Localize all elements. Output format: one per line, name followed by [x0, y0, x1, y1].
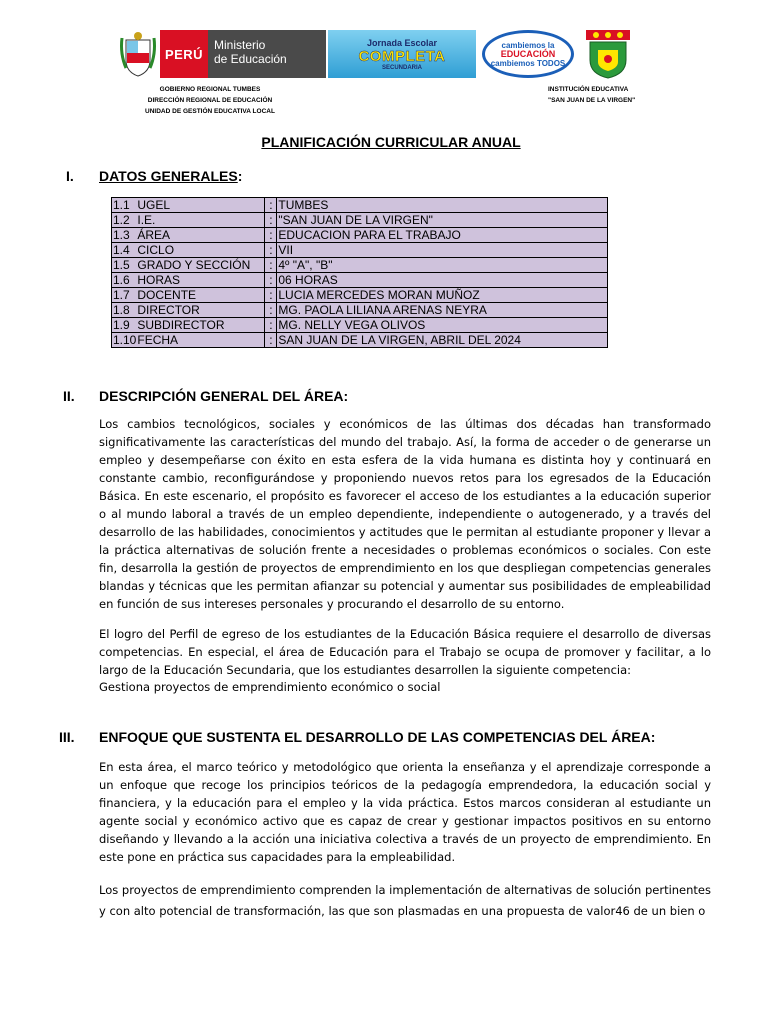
- section3-number: III.: [59, 729, 75, 745]
- row-separator: :: [265, 243, 277, 258]
- row-number: 1.9: [112, 318, 137, 333]
- row-separator: :: [265, 228, 277, 243]
- table-row: [112, 288, 608, 303]
- header-left-institutions: [120, 84, 300, 117]
- row-value: "SAN JUAN DE LA VIRGEN": [277, 213, 608, 228]
- ministry-logo: [160, 30, 326, 78]
- table-row: [112, 318, 608, 333]
- section2-paragraph-1: Los cambios tecnológicos, sociales y económicos de las últimas dos décadas han transformado significativamente las características del mundo del trabajo. Así, la forma de acceder o de generarse un empleo y desempeñarse con éxito en esta esfera de la vida humana es distinta hoy y continuará en constante cambio, reconfigurándose y proponiendo nuevos retos para los egresados de la Educación Básica. En este escenario, el propósito es favorecer el acceso de los estudiantes a la educación superior o al mundo laboral a través de un empleo dependiente, independiente o autogenerado, y a través del desarrollo de las habilidades, conocimientos y actitudes que le permitan al estudiante proponer y llevar a la práctica alternativas de solución frente a necesidades o problemas económicos o sociales. Con este fin, desarrolla la gestión de proyectos de emprendimiento en los que despliegan competencias generales blandas y técnicas que les permitan afianzar su potencial y aumentar sus posibilidades de empleabilidad en función de sus intereses personales y procurando el desarrollo de su entorno.: [99, 417, 711, 611]
- row-value: SAN JUAN DE LA VIRGEN, ABRIL DEL 2024: [277, 333, 608, 348]
- row-number: 1.8: [112, 303, 137, 318]
- section3-paragraph-2: Los proyectos de emprendimiento comprenden la implementación de alternativas de solución pertinentes y con alto potencial de transformación, las que son plasmadas en una propuesta de valor46 de un bien o: [99, 883, 711, 918]
- campaign-line3: cambiemos TODOS: [490, 58, 566, 68]
- ministry-name-line1: Ministerio: [214, 38, 266, 52]
- row-number: 1.7: [112, 288, 137, 303]
- row-label: I.E.: [136, 213, 265, 228]
- jornada-sub-text: SECUNDARIA: [381, 64, 422, 71]
- row-separator: :: [265, 318, 277, 333]
- row-label: FECHA: [136, 333, 265, 348]
- peru-label: PERÚ: [160, 30, 208, 78]
- section3-title: ENFOQUE QUE SUSTENTA EL DESARROLLO DE LAS COMPETENCIAS DEL ÁREA:: [99, 729, 656, 745]
- row-value: 06 HORAS: [277, 273, 608, 288]
- header-left-line: GOBIERNO REGIONAL TUMBES: [159, 86, 261, 93]
- section1-title: DATOS GENERALES: [99, 168, 238, 184]
- row-separator: :: [265, 288, 277, 303]
- jornada-escolar-logo: [328, 30, 476, 78]
- row-value: TUMBES: [277, 198, 608, 213]
- header-right-line: "SAN JUAN DE LA VIRGEN": [548, 97, 636, 104]
- row-label: UGEL: [136, 198, 265, 213]
- row-label: GRADO Y SECCIÓN: [136, 258, 265, 273]
- row-separator: :: [265, 333, 277, 348]
- row-separator: :: [265, 198, 277, 213]
- table-row: [112, 333, 608, 348]
- header-right-line: INSTITUCIÓN EDUCATIVA: [548, 86, 629, 93]
- row-number: 1.2: [112, 213, 137, 228]
- section1-heading: [99, 168, 242, 184]
- row-number: 1.1: [112, 198, 137, 213]
- row-value: MG. NELLY VEGA OLIVOS: [277, 318, 608, 333]
- header-left-line: DIRECCIÓN REGIONAL DE EDUCACIÓN: [147, 97, 273, 104]
- document-title: PLANIFICACIÓN CURRICULAR ANUAL: [261, 134, 521, 150]
- campaign-line1: cambiemos la: [501, 40, 555, 50]
- row-number: 1.5: [112, 258, 137, 273]
- campaign-logo: [482, 30, 574, 78]
- header-right-institution: [548, 84, 668, 106]
- table-row: [112, 198, 608, 213]
- jornada-top-text: Jornada Escolar: [366, 37, 438, 48]
- section1-colon: :: [237, 168, 243, 184]
- row-label: CICLO: [136, 243, 265, 258]
- row-separator: :: [265, 213, 277, 228]
- jornada-big-text: COMPLETA: [358, 47, 446, 65]
- national-shield-icon: [118, 30, 158, 78]
- table-row: [112, 273, 608, 288]
- section2-title: DESCRIPCIÓN GENERAL DEL ÁREA:: [99, 388, 349, 404]
- row-label: SUBDIRECTOR: [136, 318, 265, 333]
- header-left-line: UNIDAD DE GESTIÓN EDUCATIVA LOCAL: [145, 108, 275, 115]
- table-row: [112, 213, 608, 228]
- ministry-name-line2: de Educación: [214, 52, 287, 66]
- row-value: EDUCACION PARA EL TRABAJO: [277, 228, 608, 243]
- row-value: VII: [277, 243, 608, 258]
- section1-number: I.: [66, 168, 74, 184]
- row-number: 1.6: [112, 273, 137, 288]
- row-label: ÁREA: [136, 228, 265, 243]
- section2-competency: Gestiona proyectos de emprendimiento económico o social: [99, 680, 441, 694]
- section2-paragraph-2: El logro del Perfil de egreso de los estudiantes de la Educación Básica requiere el desarrollo de diversas competencias. En especial, el área de Educación para el Trabajo se ocupa de promover y facilitar, a lo largo de la Educación Secundaria, que los estudiantes desarrollen la siguiente competencia:: [99, 627, 711, 677]
- row-value: LUCIA MERCEDES MORAN MUÑOZ: [277, 288, 608, 303]
- table-row: [112, 303, 608, 318]
- section3-paragraph-1: En esta área, el marco teórico y metodológico que orienta la enseñanza y el aprendizaje corresponde a un enfoque que recoge los principios teóricos de la pedagogía emprendedora, la educación social y financiera, y la educación para el empleo y la vida práctica. Estos marcos consideran al estudiante un agente social y económico activo que es capaz de crear y gestionar impactos positivos en su entorno diseñando y llevando a la acción una iniciativa colectiva a través de un proyecto de emprendimiento. En este pone en práctica sus capacidades para la empleabilidad.: [99, 760, 711, 864]
- school-crest-icon: [584, 28, 632, 80]
- row-value: MG. PAOLA LILIANA ARENAS NEYRA: [277, 303, 608, 318]
- campaign-line2: EDUCACIÓN: [500, 48, 556, 59]
- section2-number: II.: [63, 388, 75, 404]
- row-label: DIRECTOR: [136, 303, 265, 318]
- table-row: [112, 228, 608, 243]
- row-label: HORAS: [136, 273, 265, 288]
- row-separator: :: [265, 258, 277, 273]
- row-number: 1.3: [112, 228, 137, 243]
- row-separator: :: [265, 303, 277, 318]
- table-row: [112, 258, 608, 273]
- row-number: 1.4: [112, 243, 137, 258]
- row-label: DOCENTE: [136, 288, 265, 303]
- row-value: 4º "A", "B": [277, 258, 608, 273]
- general-data-table: [111, 197, 608, 348]
- row-separator: :: [265, 273, 277, 288]
- table-row: [112, 243, 608, 258]
- row-number: 1.10: [113, 332, 137, 347]
